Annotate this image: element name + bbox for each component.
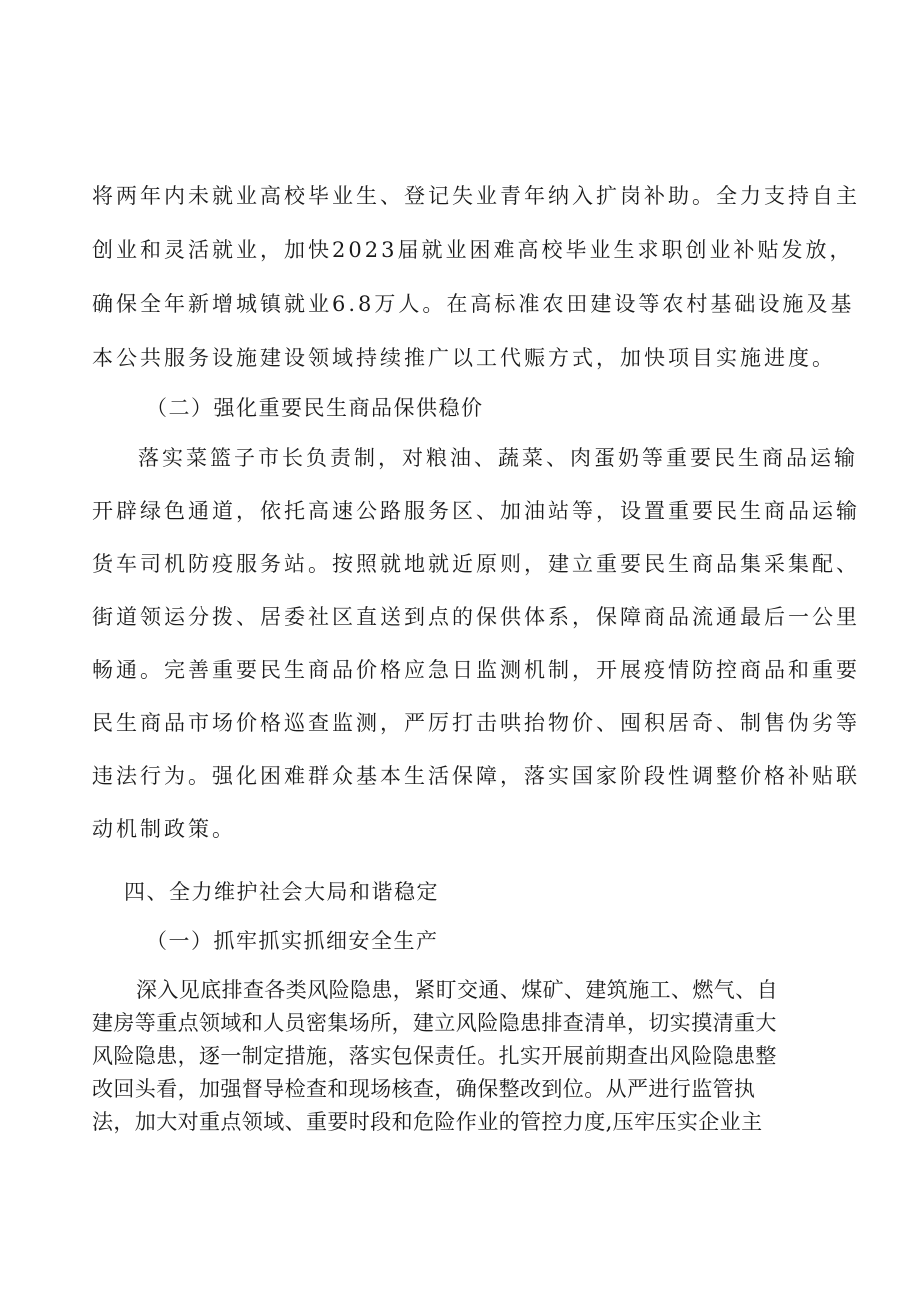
paragraph-line: 民生商品市场价格巡查监测，严厉打击哄抬物价、囤积居奇、制售伪劣等 — [92, 711, 860, 735]
paragraph-line: 改回头看，加强督导检查和现场核查，确保整改到位。从严进行监管执 — [92, 1077, 756, 1101]
paragraph-line: 落实菜篮子市长负责制，对粮油、蔬菜、肉蛋奶等重要民生商品运输 — [138, 446, 858, 470]
paragraph-line: 建房等重点领域和人员密集场所，建立风险隐患排查清单，切实摸清重大 — [92, 1011, 777, 1035]
paragraph-line: 风险隐患，逐一制定措施，落实包保责任。扎实开展前期查出风险隐患整 — [92, 1044, 777, 1068]
paragraph-line: 将两年内未就业高校毕业生、登记失业青年纳入扩岗补助。全力支持自主 — [92, 184, 860, 208]
paragraph-line: 本公共服务设施建设领域持续推广以工代赈方式，加快项目实施进度。 — [92, 346, 836, 370]
paragraph-line: 畅通。完善重要民生商品价格应急日监测机制，开展疫情防控商品和重要 — [92, 658, 860, 682]
paragraph-line: 法，加大对重点领域、重要时段和危险作业的管控力度,压牢压实企业主 — [92, 1110, 763, 1134]
paragraph-line: 动机制政策。 — [92, 817, 236, 841]
paragraph-line: 街道领运分拨、居委社区直送到点的保供体系，保障商品流通最后一公里 — [92, 605, 860, 629]
paragraph-line: 违法行为。强化困难群众基本生活保障，落实国家阶段性调整价格补贴联 — [92, 764, 860, 788]
paragraph-line: 创业和灵活就业，加快2023届就业困难高校毕业生求职创业补贴发放， — [92, 238, 854, 262]
paragraph-line: 确保全年新增城镇就业6.8万人。在高标准农田建设等农村基础设施及基 — [92, 292, 855, 316]
subsection-heading: （二）强化重要民生商品保供稳价 — [146, 396, 484, 420]
section-heading: 四、全力维护社会大局和谐稳定 — [124, 880, 439, 904]
paragraph-line: 深入见底排查各类风险隐患，紧盯交通、煤矿、建筑施工、燃气、自 — [136, 978, 778, 1002]
subsection-heading: （一）抓牢抓实抓细安全生产 — [146, 929, 439, 953]
paragraph-line: 货车司机防疫服务站。按照就地就近原则，建立重要民生商品集采集配、 — [92, 552, 860, 576]
paragraph-line: 开辟绿色通道，依托高速公路服务区、加油站等，设置重要民生商品运输 — [92, 499, 860, 523]
